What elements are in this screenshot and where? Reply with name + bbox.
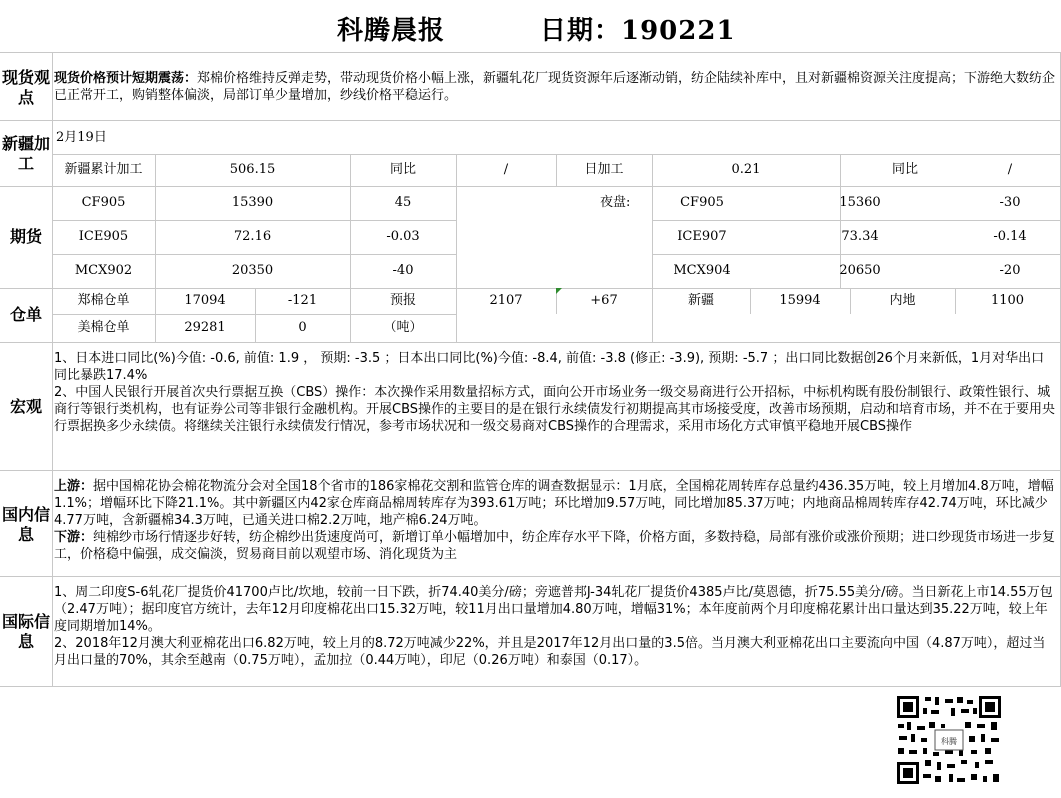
upstream-body: 据中国棉花协会棉花物流分会对全国18个省市的186家棉花交割和监管仓库的调查数据显示：1月底，全国棉花周转库存总量约436.35万吨，较上月增加4.8万吨，增幅1.1%；增幅环比下降21.1%。其中新疆区内42家仓库商品棉周转库存为393.61万吨；环比增加9.57万吨，同比增加85.37万吨；内地商品棉周转库存42.74万吨，环比减少4.77万吨，含新疆棉34.3万吨，已通关进口棉2.2万吨，地产棉6.24万吨。 (54, 479, 1054, 528)
futures-night-row-3-price: 20650 (839, 263, 881, 278)
us-receipt-label: 美棉仓单 (77, 320, 130, 335)
macro-text (54, 350, 1056, 435)
futures-night-row-1-contract: CF905 (680, 195, 724, 210)
futures-row-1-contract: CF905 (81, 195, 126, 210)
xinjiang-yoy-value: / (503, 162, 509, 177)
report-title: 科腾晨报 (337, 16, 446, 46)
report-date: 日期：190221 (540, 16, 736, 46)
zheng-receipt-change: -121 (287, 293, 318, 308)
qr-center-text: 科腾 (941, 737, 957, 746)
xinjiang-receipt-value: 15994 (779, 293, 821, 308)
futures-row-3-contract: MCX902 (74, 263, 133, 278)
intl-item-2: 2、2018年12月澳大利亚棉花出口6.82万吨，较上月的8.72万吨减少22%，并且是2017年12月出口量的3.5倍。当月澳大利亚棉花出口主要流向中国（4.87万吨），超过当月出口量的70%，其余至越南（0.75万吨），孟加拉（0.44万吨），印尼（0.26万吨）和泰国（0.17）。 (54, 636, 1046, 668)
spot-view-heading: 现货价格预计短期震荡： (54, 71, 198, 86)
futures-row-2-change: -0.03 (386, 229, 420, 244)
forecast-value: 2107 (489, 293, 523, 308)
section-label-futures: 期货 (9, 227, 42, 246)
macro-item-2: 2、中国人民银行开展首次央行票据互换（CBS）操作：本次操作采用数量招标方式，面向公开市场业务一级交易商进行公开招标，中标机构既有股份制银行、政策性银行、城商行等银行类机构，也有证券公司等非银行金融机构。开展CBS操作的主要目的是在银行永续债发行初期提高其市场接受度，改善市场预期，启动和培育市场，并不在于要用央行票据换多少永续债。将继续关注银行永续债发行情况，参考市场状况和一级交易商对CBS操作的合理需求，采用市场化方式审慎平稳地开展CBS操作 (54, 385, 1056, 434)
section-label-spot: 现货观点 (1, 68, 50, 107)
futures-row-1-price: 15390 (231, 195, 274, 210)
futures-row-1-change: 45 (394, 195, 412, 210)
futures-row-2-price: 72.16 (233, 229, 272, 244)
futures-row-2-contract: ICE905 (78, 229, 129, 244)
zheng-receipt-value: 17094 (184, 293, 226, 308)
xinjiang-cum-value: 506.15 (229, 162, 276, 177)
spot-view-body: 郑棉价格维持反弹走势，带动现货价格小幅上涨，新疆轧花厂现货资源年后逐渐动销，纺企陆续补库中，且对新疆棉资源关注度提高；下游绝大数纺企已正常开工，购销整体偏淡，局部订单少量增加，纱线价格平稳运行。 (54, 71, 1056, 103)
intl-item-1: 1、周二印度S-6轧花厂提货价41700卢比/坎地，较前一日下跌，折74.40美分/磅；旁遮普邦J-34轧花厂提货价4385卢比/莫恩德，折75.55美分/磅。当日新花上市14.55万包（2.47万吨）；据印度官方统计，去年12月印度棉花出口15.32万吨，较11月出口量增加4.80万吨，增幅31%；本年度前两个月印度棉花累计出口量达到35.22万吨，较上年度同期增加14%。 (54, 585, 1053, 634)
macro-item-1: 1、日本进口同比(%)今值: -0.6, 前值: 1.9 ， 预期: -3.5 ；日本出口同比(%)今值: -8.4, 前值: -3.8 (修正: -3.9), 预期: -5.7 ；出口同比数据创26个月来新低，1月对华出口同比暴跌17.4% (54, 351, 1045, 383)
downstream-label: 下游： (54, 530, 94, 545)
report-header (0, 0, 1061, 52)
section-label-warehouse: 仓单 (9, 305, 42, 324)
forecast-label: 预报 (389, 293, 416, 308)
xinjiang-cum-label: 新疆累计加工 (64, 162, 143, 177)
qr-code-icon (895, 694, 1003, 786)
futures-night-row-3-contract: MCX904 (673, 263, 731, 278)
section-label-macro: 宏观 (9, 397, 42, 416)
futures-night-row-1-price: 15360 (839, 195, 881, 210)
xinjiang-date: 2月19日 (56, 130, 107, 145)
us-receipt-change: 0 (298, 320, 307, 335)
inland-receipt-value: 1100 (990, 293, 1025, 308)
night-session-label: 夜盘: (600, 195, 631, 210)
downstream-body: 纯棉纱市场行情逐步好转，纺企棉纱出货速度尚可，新增订单小幅增加中，纺企库存水平下降，价格方面，多数持稳，局部有涨价或涨价预期；进口纱现货市场进一步复工，价格稳中偏强，成交偏淡，贸易商目前以观望市场、消化现货为主 (54, 530, 1056, 562)
futures-row-3-price: 20350 (231, 263, 274, 278)
forecast-change: +67 (590, 293, 618, 308)
unit-label: （吨） (383, 320, 423, 335)
futures-night-row-1-change: -30 (999, 195, 1021, 210)
zheng-receipt-label: 郑棉仓单 (77, 293, 130, 308)
section-label-xinjiang: 新疆加工 (1, 134, 50, 173)
intl-text (54, 584, 1056, 669)
xinjiang-daily-yoy-label: 同比 (891, 162, 918, 177)
futures-night-row-2-change: -0.14 (993, 229, 1027, 244)
section-label-intl: 国际信息 (1, 612, 50, 651)
section-label-domestic: 国内信息 (1, 505, 50, 544)
xinjiang-receipt-label: 新疆 (687, 293, 714, 308)
spot-view-text (54, 70, 1056, 104)
futures-row-3-change: -40 (392, 263, 414, 278)
inland-receipt-label: 内地 (889, 293, 916, 308)
xinjiang-yoy-label: 同比 (389, 162, 416, 177)
xinjiang-daily-label: 日加工 (584, 162, 624, 177)
xinjiang-daily-yoy-value: / (1007, 162, 1013, 177)
futures-night-row-2-contract: ICE907 (677, 229, 727, 244)
us-receipt-value: 29281 (184, 320, 226, 335)
xinjiang-daily-value: 0.21 (731, 162, 761, 177)
upstream-label: 上游： (54, 479, 94, 494)
domestic-text (54, 478, 1056, 563)
futures-night-row-2-price: 73.34 (841, 229, 879, 244)
futures-night-row-3-change: -20 (999, 263, 1021, 278)
